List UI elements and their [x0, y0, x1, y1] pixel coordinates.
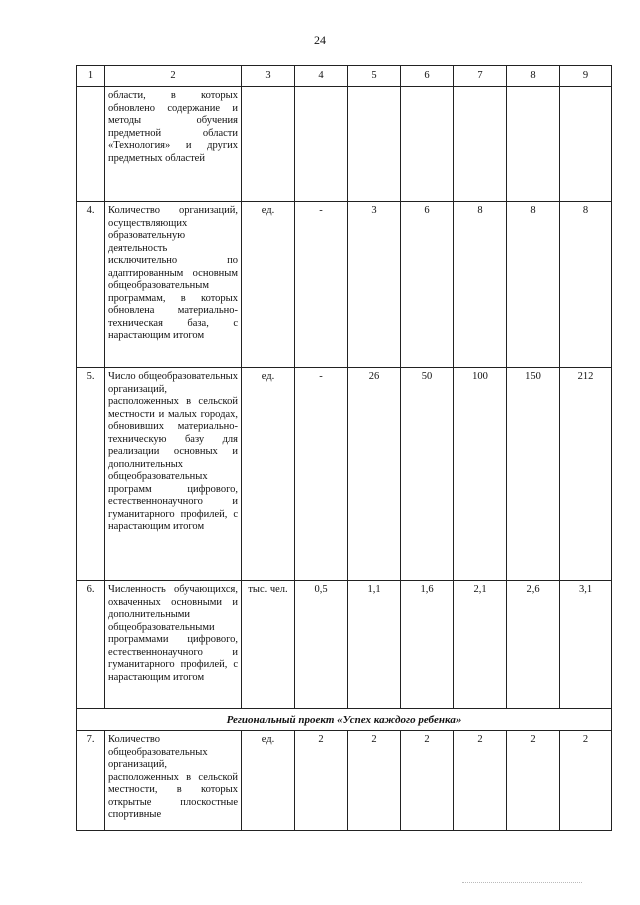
row-value: -	[295, 368, 348, 581]
row-value	[507, 87, 560, 202]
row-value: 8	[560, 202, 612, 368]
row-number: 4.	[77, 202, 105, 368]
header-cell-7: 7	[454, 66, 507, 87]
table-row	[77, 731, 612, 831]
section-title: Региональный проект «Успех каждого ребенка»	[77, 709, 612, 731]
row-value: -	[295, 202, 348, 368]
row-value: 2	[560, 731, 612, 831]
page-number: 24	[314, 33, 326, 47]
indicator-table	[76, 65, 612, 831]
row-value: 3	[348, 202, 401, 368]
header-cell-4: 4	[295, 66, 348, 87]
row-value: 50	[401, 368, 454, 581]
row-value: 26	[348, 368, 401, 581]
row-value	[401, 87, 454, 202]
row-value: 1,6	[401, 581, 454, 709]
row-unit: тыс. чел.	[242, 581, 295, 709]
row-value: 2	[295, 731, 348, 831]
row-value: 100	[454, 368, 507, 581]
table-row	[77, 581, 612, 709]
row-unit	[242, 87, 295, 202]
row-value	[560, 87, 612, 202]
row-value: 2,6	[507, 581, 560, 709]
table-header-row	[77, 66, 612, 87]
row-description: области, в которых обновлено содержание и методы обучения предметной области «Технология» и других предметных областей	[105, 87, 242, 202]
row-description: Количество организаций, осуществляющих образовательную деятельность исключительно по адаптированным основным общеобразовательным программам, в которых обновлена материально-техническая база, с нарастающим итогом	[105, 202, 242, 368]
row-value: 2,1	[454, 581, 507, 709]
row-unit: ед.	[242, 202, 295, 368]
header-cell-5: 5	[348, 66, 401, 87]
row-value: 6	[401, 202, 454, 368]
header-cell-2: 2	[105, 66, 242, 87]
row-value: 2	[507, 731, 560, 831]
row-value: 1,1	[348, 581, 401, 709]
scan-artifact-line	[462, 882, 582, 884]
header-cell-9: 9	[560, 66, 612, 87]
header-cell-6: 6	[401, 66, 454, 87]
row-value: 2	[348, 731, 401, 831]
row-value: 8	[507, 202, 560, 368]
row-unit: ед.	[242, 368, 295, 581]
row-value	[454, 87, 507, 202]
row-unit: ед.	[242, 731, 295, 831]
row-value: 2	[401, 731, 454, 831]
row-number: 6.	[77, 581, 105, 709]
row-description: Количество общеобразовательных организаций, расположенных в сельской местности, в которых открытые плоскостные спортивные	[105, 731, 242, 831]
row-number: 7.	[77, 731, 105, 831]
row-value: 0,5	[295, 581, 348, 709]
row-description: Численность обучающихся, охваченных основными и дополнительными общеобразовательными программами цифрового, естественнонаучного и гуманитарного профилей, с нарастающим итогом	[105, 581, 242, 709]
row-value: 8	[454, 202, 507, 368]
header-cell-8: 8	[507, 66, 560, 87]
row-number: 5.	[77, 368, 105, 581]
table-row	[77, 368, 612, 581]
row-value: 150	[507, 368, 560, 581]
header-cell-3: 3	[242, 66, 295, 87]
row-value: 3,1	[560, 581, 612, 709]
row-value	[348, 87, 401, 202]
table-row	[77, 202, 612, 368]
row-value: 2	[454, 731, 507, 831]
row-number	[77, 87, 105, 202]
table-row	[77, 87, 612, 202]
section-row	[77, 709, 612, 731]
row-description: Число общеобразовательных организаций, расположенных в сельской местности и малых городах, обновивших материально-техническую базу для реализации основных и дополнительных общеобразовательных программ цифрового, естественнонаучного и гуманитарного профилей, с нарастающим итогом	[105, 368, 242, 581]
header-cell-1: 1	[77, 66, 105, 87]
row-value: 212	[560, 368, 612, 581]
row-value	[295, 87, 348, 202]
